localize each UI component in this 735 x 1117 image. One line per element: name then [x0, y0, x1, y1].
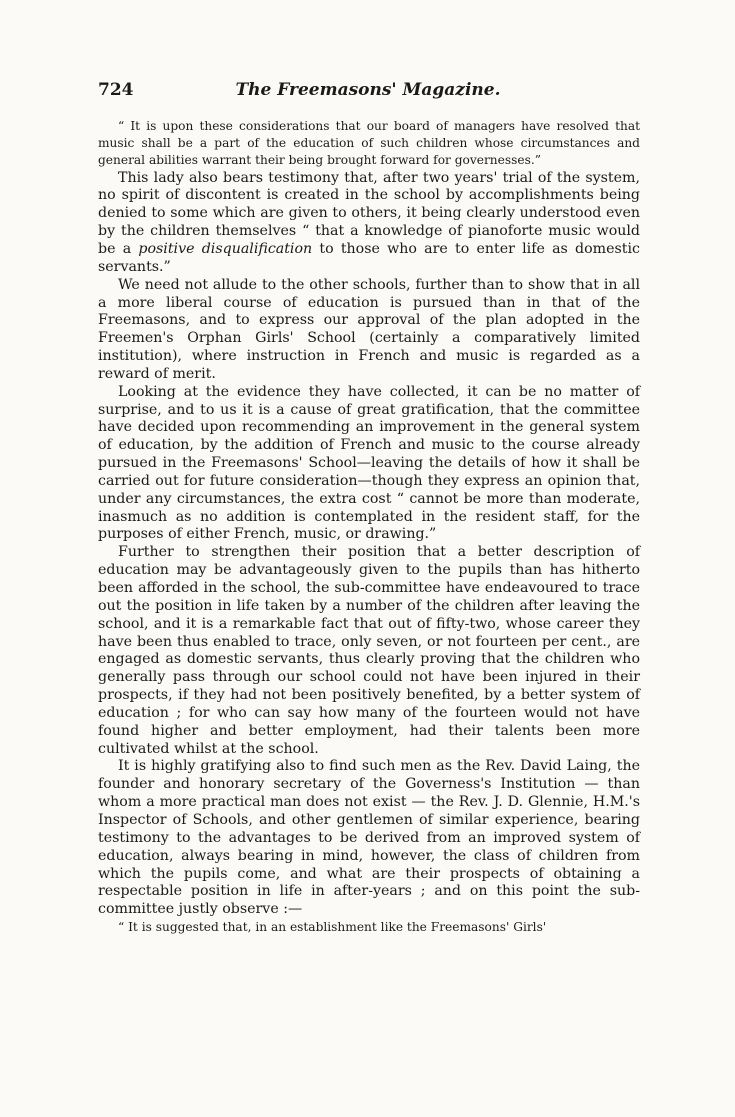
- body-paragraph: It is highly gratifying also to find such men as the Rev. David Laing, the founder and honorary secretary of the Governess's Institution — than whom a more practical man does not exist — the Rev. J. D. Glennie, H.M.'s Inspector of Schools, and other gentlemen of similar experience, bearing testimony to the advantages to be derived from an improved system of education, always bearing in mind, however, the class of children from which the pupils come, and what are their prospects of obtaining a respectable position in life in after-years ; and on this point the sub-committee justly observe :—: [98, 758, 640, 918]
- quoted-paragraph: “ It is suggested that, in an establishment like the Freemasons' Girls': [118, 920, 547, 935]
- quoted-paragraph: “ It is upon these considerations that our board of managers have resolved that music shall be a part of the education of such children whose circumstances and general abilities warrant their being brought forward for governesses.”: [98, 119, 640, 168]
- paragraph-text: to those who are to enter life as domestic servants.”: [98, 240, 640, 275]
- paragraph-text: This lady also bears testimony that, after two years' trial of the system, no spirit of discontent is created in the school by accomplishments being denied to some which are given to others, it being clearly understood even by the children themselves “ that a knowledge of pianoforte music would be a: [98, 169, 640, 257]
- body-paragraph: Further to strengthen their position that a better description of education may be advantageously given to the pupils than has hitherto been afforded in the school, the sub-committee have endeavoured to trace out the position in life taken by a number of the children after leaving the school, and it is a remarkable fact that out of fifty-two, whose career they have been thus enabled to trace, only seven, or not fourteen per cent., are engaged as domestic servants, thus clearly proving that the children who generally pass through our school could not have been injured in their prospects, if they had not been positively benefited, by a better system of education ; for who can say how many of the fourteen would not have found higher and better employment, had their talents been more cultivated whilst at the school.: [98, 544, 640, 757]
- page-number: 724: [98, 80, 134, 100]
- page-header: [98, 80, 638, 102]
- body-paragraph: [98, 170, 640, 277]
- body-paragraph: Looking at the evidence they have collected, it can be no matter of surprise, and to us it is a cause of great gratification, that the committee have decided upon recommending an improvement in the general system of education, by the addition of French and music to the course already pursued in the Freemasons' School—leaving the details of how it shall be carried out for future consideration—though they express an opinion that, under any circumstances, the extra cost “ cannot be more than moderate, inasmuch as no addition is contemplated in the resident staff, for the purposes of either French, music, or drawing.”: [98, 383, 640, 543]
- body-paragraph: We need not allude to the other schools, further than to show that in all a more liberal course of education is pursued than in that of the Freemasons, and to express our approval of the plan adopted in the Freemen's Orphan Girls' School (certainly a comparatively limited institution), where instruction in French and music is regarded as a reward of merit.: [98, 276, 640, 382]
- running-title: The Freemasons' Magazine.: [235, 80, 501, 100]
- emphasized-phrase: positive disqualification: [138, 240, 313, 257]
- article-body: [98, 118, 640, 936]
